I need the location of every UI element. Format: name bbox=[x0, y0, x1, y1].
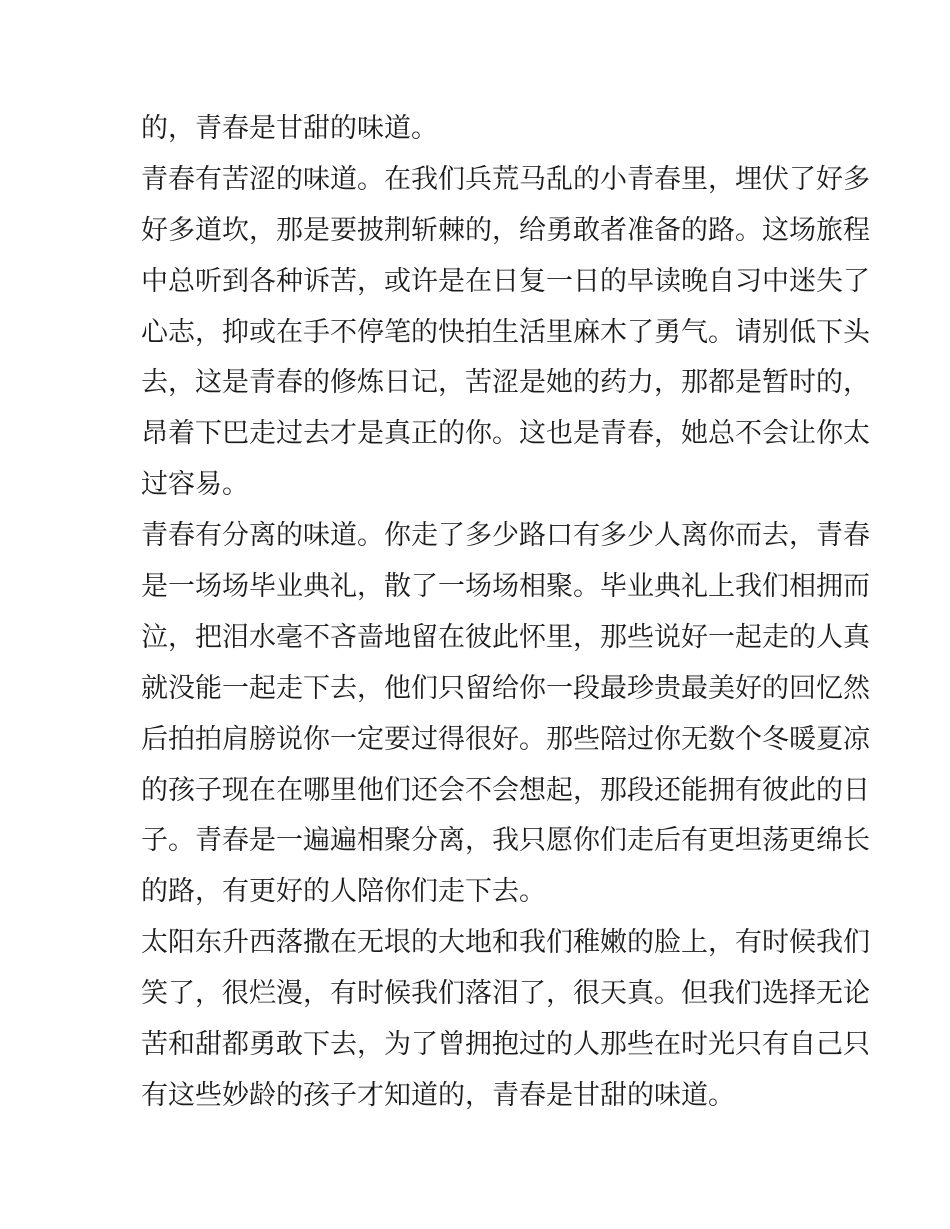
text-line: 心志，抑或在手不停笔的快拍生活里麻木了勇气。请别低下头 bbox=[141, 316, 870, 348]
text-line: 中总听到各种诉苦，或许是在日复一日的早读晚自习中迷失了 bbox=[141, 265, 870, 297]
text-line: 子。青春是一遍遍相聚分离，我只愿你们走后有更坦荡更绵长 bbox=[141, 825, 870, 857]
text-line: 是一场场毕业典礼，散了一场场相聚。毕业典礼上我们相拥而 bbox=[141, 571, 870, 603]
text-line: 青春有苦涩的味道。在我们兵荒马乱的小青春里，埋伏了好多 bbox=[141, 163, 870, 195]
text-line: 有这些妙龄的孩子才知道的，青春是甘甜的味道。 bbox=[141, 1079, 735, 1111]
text-line: 的路，有更好的人陪你们走下去。 bbox=[141, 876, 546, 908]
text-line: 的，青春是甘甜的味道。 bbox=[141, 113, 438, 144]
text-line: 泣，把泪水毫不吝啬地留在彼此怀里，那些说好一起走的人真 bbox=[141, 621, 870, 653]
text-line: 苦和甜都勇敢下去，为了曾拥抱过的人那些在时光只有自己只 bbox=[141, 1029, 870, 1061]
text-line: 太阳东升西落撒在无垠的大地和我们稚嫩的脸上，有时候我们 bbox=[141, 927, 870, 959]
text-line: 笑了，很烂漫，有时候我们落泪了，很天真。但我们选择无论 bbox=[141, 978, 870, 1010]
text-line: 就没能一起走下去，他们只留给你一段最珍贵最美好的回忆然 bbox=[141, 672, 870, 704]
text-line: 青春有分离的味道。你走了多少路口有多少人离你而去，青春 bbox=[141, 520, 870, 552]
body-text bbox=[141, 104, 870, 1122]
text-line: 好多道坎，那是要披荆斩棘的，给勇敢者准备的路。这场旅程 bbox=[141, 214, 870, 246]
text-line: 去，这是青春的修炼日记，苦涩是她的药力，那都是暂时的， bbox=[141, 367, 870, 399]
text-line: 的孩子现在在哪里他们还会不会想起，那段还能拥有彼此的日 bbox=[141, 774, 870, 806]
text-line: 后拍拍肩膀说你一定要过得很好。那些陪过你无数个冬暖夏凉 bbox=[141, 723, 870, 755]
text-line: 过容易。 bbox=[141, 469, 249, 501]
text-line: 昂着下巴走过去才是真正的你。这也是青春，她总不会让你太 bbox=[141, 418, 870, 450]
